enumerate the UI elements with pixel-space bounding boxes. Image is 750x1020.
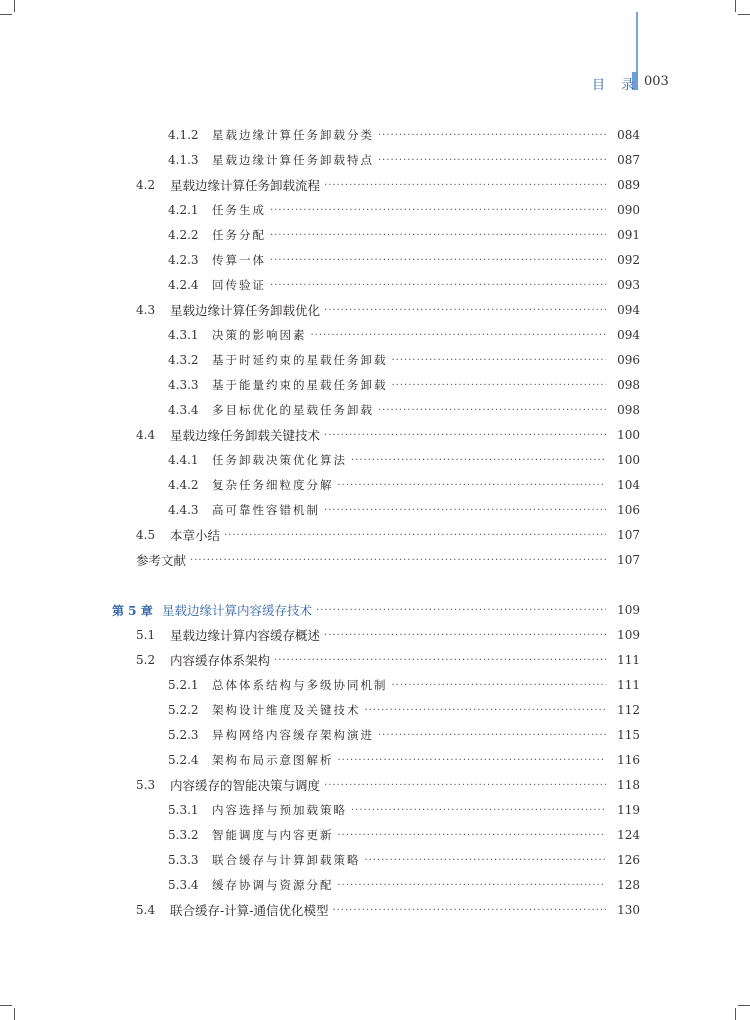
toc-entry-title: 任务分配: [212, 228, 266, 242]
toc-entry-page: 107: [617, 553, 640, 567]
toc-entry[interactable]: [168, 224, 640, 246]
toc-leader-dots: [324, 630, 606, 641]
toc-entry-title: 缓存协调与资源分配: [212, 878, 334, 892]
toc-entry[interactable]: [136, 549, 640, 571]
toc-entry-page: 115: [617, 728, 640, 742]
toc-entry[interactable]: [136, 524, 640, 546]
toc-leader-dots: [338, 480, 607, 491]
toc-entry-page: 100: [617, 428, 640, 442]
toc-entry-number: 4.2.1: [168, 203, 199, 217]
toc-leader-dots: [351, 455, 606, 466]
toc-entry-page: 089: [617, 178, 640, 192]
toc-entry-number: 5.2: [136, 653, 156, 667]
toc-entry-page: 124: [617, 828, 640, 842]
toc-leader-dots: [378, 730, 606, 741]
toc-entry-number: 4.1.2: [168, 128, 199, 142]
toc-entry-page: 130: [617, 903, 640, 917]
toc-entry-page: 128: [617, 878, 640, 892]
toc-entry-title: 总体体系结构与多级协同机制: [212, 678, 388, 692]
toc-entry-page: 118: [617, 778, 640, 792]
toc-entry-page: 109: [617, 628, 640, 642]
toc-entry-title: 架构布局示意图解析: [212, 753, 334, 767]
toc-entry-title: 联合缓存-计算-通信优化模型: [170, 903, 329, 918]
toc-entry-page: 111: [617, 678, 640, 692]
toc-entry-title: 内容缓存的智能决策与调度: [170, 778, 321, 793]
toc-entry-number: 4.5: [136, 528, 156, 542]
toc-entry-page: 092: [617, 253, 640, 267]
toc-entry-number: 5.3.1: [168, 803, 199, 817]
toc-entry-page: 100: [617, 453, 640, 467]
toc-entry-number: 4.3: [136, 303, 156, 317]
header-page-number: 003: [644, 74, 669, 89]
toc-entry-number: 4.4.3: [168, 503, 199, 517]
toc-entry-title: 任务生成: [212, 203, 266, 217]
toc-entry-title: 基于时延约束的星载任务卸载: [212, 353, 388, 367]
toc-entry-title: 星载边缘计算内容缓存技术: [162, 603, 313, 618]
toc-entry-number: 5.2.4: [168, 753, 199, 767]
crop-mark: [738, 1005, 750, 1006]
toc-entry-title: 异构网络内容缓存架构演进: [212, 728, 374, 742]
toc-leader-dots: [324, 430, 606, 441]
toc-entry-number: 5.2.1: [168, 678, 199, 692]
toc-entry[interactable]: [168, 449, 640, 471]
crop-mark: [14, 0, 15, 12]
toc-entry[interactable]: [168, 124, 640, 146]
toc-entry[interactable]: [168, 349, 640, 371]
toc-leader-dots: [316, 605, 606, 616]
toc-entry-number: 5.3.4: [168, 878, 199, 892]
crop-mark: [0, 1005, 12, 1006]
toc-entry-title: 复杂任务细粒度分解: [212, 478, 334, 492]
toc-entry-title: 星载边缘计算任务卸载优化: [170, 303, 321, 318]
toc-entry-title: 架构设计维度及关键技术: [212, 703, 361, 717]
toc-entry[interactable]: [136, 899, 640, 921]
toc-entry[interactable]: [168, 374, 640, 396]
toc-entry-page: 094: [617, 328, 640, 342]
toc-entry[interactable]: [168, 724, 640, 746]
toc-leader-dots: [270, 205, 606, 216]
toc-entry-number: 4.2.2: [168, 228, 199, 242]
toc-entry-title: 高可靠性容错机制: [212, 503, 320, 517]
toc-leader-dots: [378, 130, 606, 141]
toc-entry-title: 基于能量约束的星载任务卸载: [212, 378, 388, 392]
toc-entry-number: 5.4: [136, 903, 156, 917]
toc-entry[interactable]: [168, 824, 640, 846]
toc-entry-title: 本章小结: [170, 528, 221, 543]
toc-entry[interactable]: [136, 774, 640, 796]
toc-entry[interactable]: [136, 424, 640, 446]
toc-entry[interactable]: [136, 624, 640, 646]
toc-entry-number: 5.3.2: [168, 828, 199, 842]
toc-entry[interactable]: [136, 299, 640, 321]
toc-entry-number: 4.2.3: [168, 253, 199, 267]
toc-entry-number: 4.1.3: [168, 153, 199, 167]
toc-entry-title: 多目标优化的星载任务卸载: [212, 403, 374, 417]
toc-entry-page: 107: [617, 528, 640, 542]
toc-entry-number: 第 5 章: [112, 603, 153, 618]
toc-leader-dots: [270, 280, 606, 291]
toc-entry-title: 星载边缘计算任务卸载特点: [212, 153, 374, 167]
toc-leader-dots: [365, 705, 607, 716]
toc-leader-dots: [324, 780, 606, 791]
toc-entry-page: 093: [617, 278, 640, 292]
toc-entry-title: 星载边缘任务卸载关键技术: [170, 428, 321, 443]
toc-entry-page: 104: [617, 478, 640, 492]
toc-entry-number: 4.2.4: [168, 278, 199, 292]
crop-mark: [735, 1008, 736, 1020]
toc-entry[interactable]: [168, 474, 640, 496]
toc-entry-title: 联合缓存与计算卸载策略: [212, 853, 361, 867]
toc-entry-number: 5.2.3: [168, 728, 199, 742]
toc-entry-page: 109: [617, 603, 640, 617]
toc-entry[interactable]: [168, 699, 640, 721]
toc-entry-number: 5.1: [136, 628, 156, 642]
toc-leader-dots: [332, 905, 606, 916]
toc-entry-title: 星载边缘计算任务卸载流程: [170, 178, 321, 193]
toc-entry[interactable]: [168, 249, 640, 271]
toc-entry-number: 4.3.1: [168, 328, 199, 342]
toc-entry-page: 098: [617, 403, 640, 417]
toc-entry-number: 4.2: [136, 178, 156, 192]
toc-entry-number: 4.4: [136, 428, 156, 442]
toc-entry-title: 回传验证: [212, 278, 266, 292]
crop-mark: [0, 14, 12, 15]
toc-entry-number: 4.3.2: [168, 353, 199, 367]
toc-entry[interactable]: [136, 174, 640, 196]
toc-entry[interactable]: [168, 274, 640, 296]
crop-mark: [738, 14, 750, 15]
toc-entry[interactable]: [168, 199, 640, 221]
toc-entry-number: 4.3.4: [168, 403, 199, 417]
toc-entry-page: 084: [617, 128, 640, 142]
toc-entry-page: 090: [617, 203, 640, 217]
toc-entry[interactable]: [168, 499, 640, 521]
crop-mark: [14, 1008, 15, 1020]
toc-leader-dots: [392, 380, 607, 391]
toc-entry-page: 116: [617, 753, 640, 767]
toc-entry-title: 星载边缘计算内容缓存概述: [170, 628, 321, 643]
toc-entry-title: 决策的影响因素: [212, 328, 307, 342]
toc-entry-number: 5.3: [136, 778, 156, 792]
toc-entry-page: 096: [617, 353, 640, 367]
toc-entry-page: 091: [617, 228, 640, 242]
toc-entry[interactable]: [136, 649, 640, 671]
toc-entry-page: 119: [617, 803, 640, 817]
toc-entry-number: 5.3.3: [168, 853, 199, 867]
toc-leader-dots: [351, 805, 606, 816]
crop-mark: [735, 0, 736, 12]
toc-entry[interactable]: [168, 149, 640, 171]
toc-entry[interactable]: [168, 399, 640, 421]
toc-entry-title: 参考文献: [136, 553, 187, 568]
toc-entry[interactable]: [168, 874, 640, 896]
toc-entry[interactable]: [168, 749, 640, 771]
toc-entry-title: 传算一体: [212, 253, 266, 267]
toc-leader-dots: [324, 305, 606, 316]
toc-leader-dots: [324, 505, 606, 516]
toc-leader-dots: [324, 180, 606, 191]
toc-entry-page: 098: [617, 378, 640, 392]
header-title: 目 录: [592, 78, 641, 93]
toc-entry-page: 087: [617, 153, 640, 167]
toc-entry-title: 星载边缘计算任务卸载分类: [212, 128, 374, 142]
toc-entry-page: 112: [617, 703, 640, 717]
toc-entry-number: 4.4.1: [168, 453, 199, 467]
toc-entry-number: 4.3.3: [168, 378, 199, 392]
toc-chapter-entry[interactable]: [112, 599, 640, 621]
toc-leader-dots: [270, 255, 606, 266]
toc-leader-dots: [378, 405, 606, 416]
toc-entry-number: 5.2.2: [168, 703, 199, 717]
toc-leader-dots: [274, 655, 606, 666]
toc-leader-dots: [365, 855, 607, 866]
toc-leader-dots: [338, 755, 607, 766]
toc-entry-title: 内容选择与预加载策略: [212, 803, 347, 817]
toc-entry-page: 111: [617, 653, 640, 667]
toc-leader-dots: [338, 830, 607, 841]
toc-entry-number: 4.4.2: [168, 478, 199, 492]
toc-leader-dots: [311, 330, 607, 341]
toc-entry[interactable]: [168, 799, 640, 821]
toc-entry-title: 内容缓存体系架构: [170, 653, 271, 668]
toc-entry-page: 126: [617, 853, 640, 867]
toc-leader-dots: [392, 355, 607, 366]
toc-entry-page: 094: [617, 303, 640, 317]
toc-leader-dots: [270, 230, 606, 241]
toc-leader-dots: [190, 555, 606, 566]
toc-leader-dots: [338, 880, 607, 891]
toc-leader-dots: [224, 530, 606, 541]
toc-leader-dots: [392, 680, 607, 691]
toc-entry[interactable]: [168, 849, 640, 871]
toc-entry[interactable]: [168, 324, 640, 346]
toc-entry-page: 106: [617, 503, 640, 517]
toc-entry-title: 智能调度与内容更新: [212, 828, 334, 842]
toc-entry[interactable]: [168, 674, 640, 696]
toc-entry-title: 任务卸载决策优化算法: [212, 453, 347, 467]
toc-leader-dots: [378, 155, 606, 166]
